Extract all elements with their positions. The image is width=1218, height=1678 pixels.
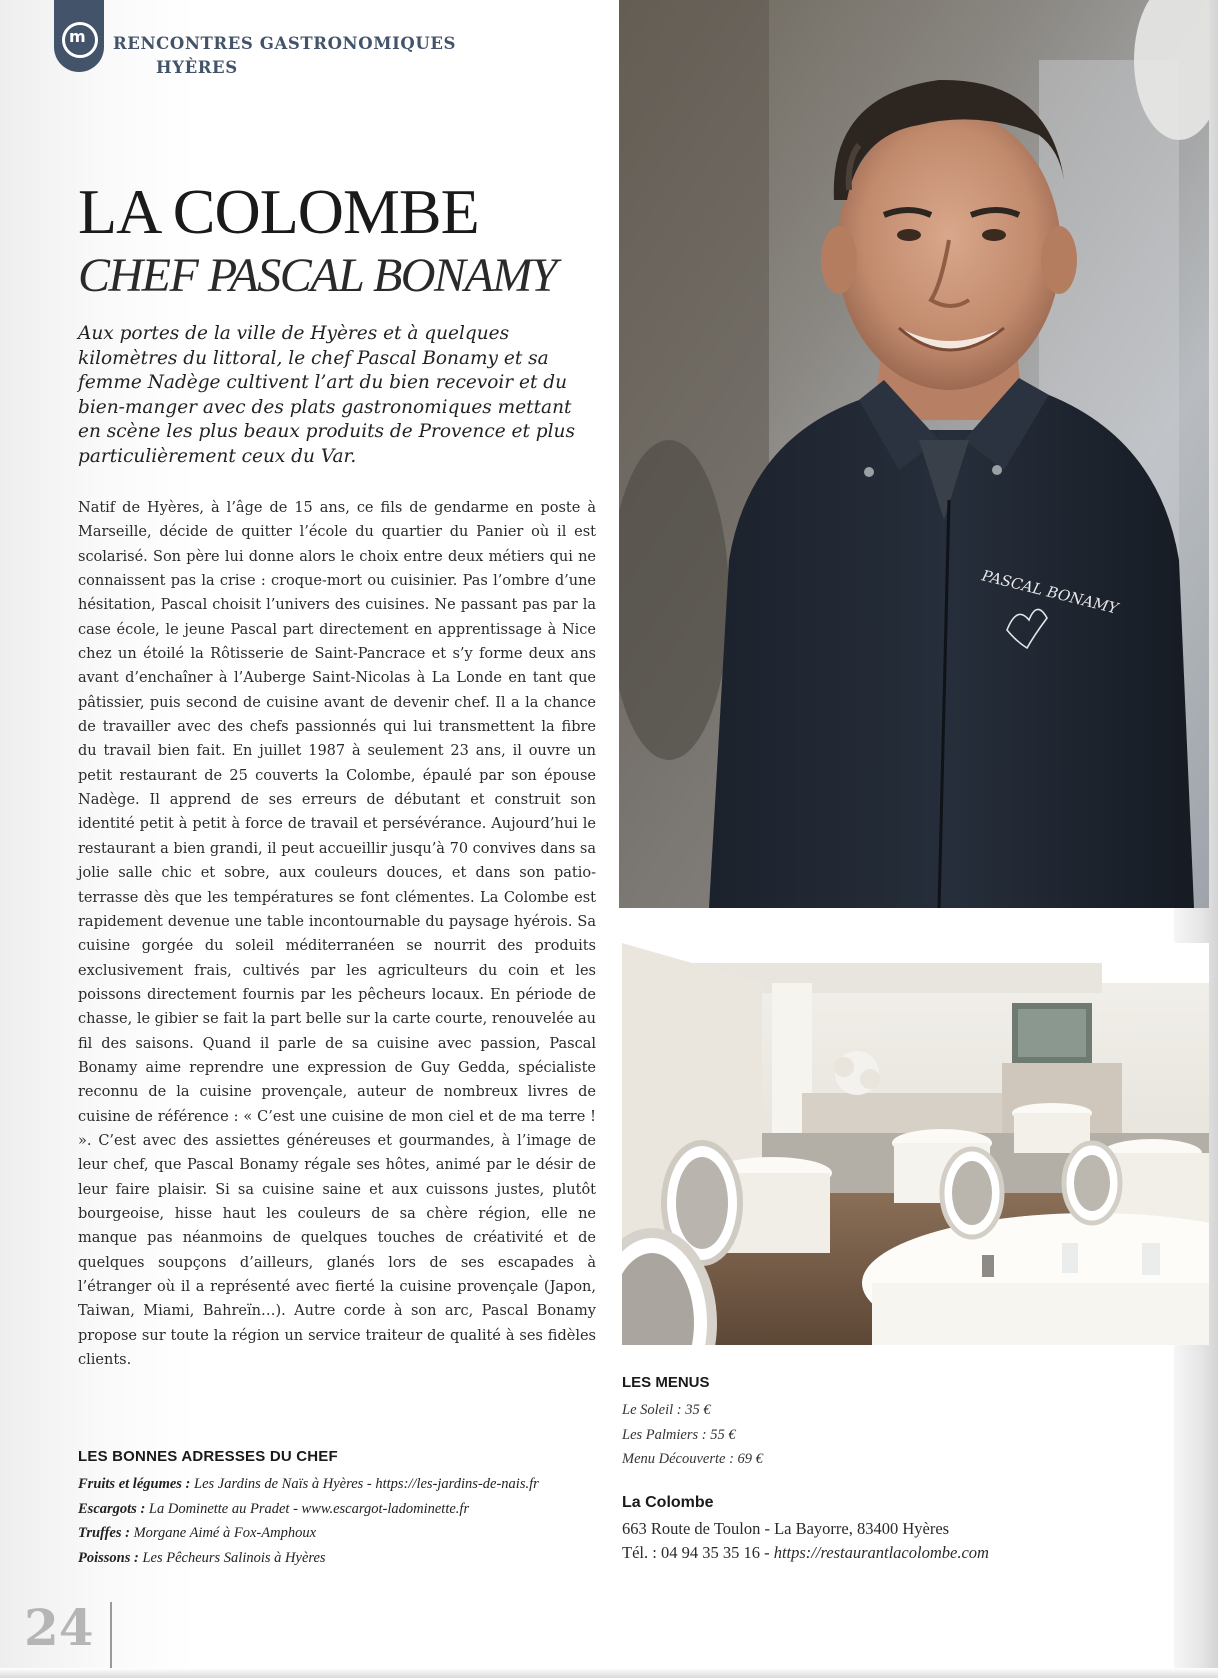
address-item — [78, 1497, 539, 1522]
addresses-heading: LES BONNES ADRESSES DU CHEF — [78, 1448, 338, 1465]
page-bottom-shadow — [0, 1668, 1218, 1678]
restaurant-address: 663 Route de Toulon - La Bayorre, 83400 Hyères — [622, 1519, 950, 1538]
lead-line: kilomètres du littoral, le chef Pascal Bonamy et sa — [78, 347, 549, 369]
article-body: Natif de Hyères, à l’âge de 15 ans, ce fils de gendarme en poste à Marseille, décide de quitter l’école du quartier du Panier où il est scolarisé. Son père lui donne alors le choix entre deux métiers qui ne connaissent pas la crise : croque-mort ou cuisinier. Pas l’ombre d’une hésitation, Pascal choisit l’univers des cuisines. Ne passant pas par la case école, le jeune Pascal part directement en apprentissage à Nice chez un étoilé la Rôtisserie de Saint-Pancrace et s’y forme deux ans avant d’enchaîner à l’Auberge Saint-Nicolas à La Londe en tant que pâtissier, puis second de cuisine avant de devenir chef. Il a la chance de travailler avec des chefs passionnés qui lui transmettent la fibre du travail bien fait. En juillet 1987 à seulement 23 ans, il ouvre un petit restaurant de 25 couverts la Colombe, épaulé par son épouse Nadège. Il apprend de ses erreurs de débutant et construit son identité petit à petit à force de travail et persévérance. Aujourd’hui le restaurant a bien grandi, il peut accueillir jusqu’à 70 convives dans sa jolie salle chic et sobre, aux couleurs douces, et dans son patio-terrasse dès que les températures se font clémentes. La Colombe est rapidement devenue une table incontournable du paysage hyérois. Sa cuisine gorgée du soleil méditerranéen se nourrit des produits exclusivement frais, cultivés par les agriculteurs du coin et les poissons directement fournis par les pêcheurs locaux. En période de chasse, le gibier se fait la part belle sur la carte courte, renouvelée au fil des saisons. Quand il parle de sa cuisine avec passion, Pascal Bonamy aime reprendre une expression de Guy Gedda, spécialiste reconnu de la cuisine provençale, auteur de nombreux livres de cuisine de référence : « C’est une cuisine de mon ciel et de ma terre ! ». C’est avec des assiettes généreuses et gourmandes, à l’image de leur chef, que Pascal Bonamy régale ses hôtes, animé par le désir de leur faire plaisir. Si sa cuisine saine et aux cuissons justes, plutôt bourgeoise, hisse haut les couleurs de sa chère région, elle ne manque pas néanmoins de quelques touches de créativité et de quelques soupçons d’ailleurs, glanés lors de ses escapades à l’étranger où il a représenté avec fierté la cuisine provençale (Japon, Taiwan, Miami, Bahreïn…). Autre corde à son arc, Pascal Bonamy propose sur toute la région un service traiteur de qualité à ses fidèles clients. — [78, 500, 596, 1369]
restaurant-phone: Tél. : 04 94 35 35 16 - — [622, 1543, 774, 1562]
article-subtitle: CHEF PASCAL BONAMY — [78, 249, 556, 302]
addresses-list — [78, 1472, 539, 1570]
page-number-divider — [110, 1602, 112, 1668]
menus-heading: LES MENUS — [622, 1374, 710, 1391]
brand-line-1: RENCONTRES GASTRONOMIQUES — [113, 34, 457, 53]
logo-letter: m — [69, 27, 86, 46]
restaurant-contact — [622, 1543, 989, 1563]
menus-list — [622, 1398, 763, 1472]
menu-item: Le Soleil : 35 € — [622, 1402, 711, 1418]
address-label: Poissons : — [78, 1549, 139, 1566]
menu-item: Les Palmiers : 55 € — [622, 1426, 736, 1443]
address-value: La Dominette au Pradet - www.escargot-ladominette.fr — [145, 1500, 470, 1517]
address-label: Truffes : — [78, 1525, 130, 1541]
lead-line: Aux portes de la ville de Hyères et à quelques — [78, 323, 510, 344]
page-number: 24 — [24, 1598, 94, 1657]
brand-line-2: HYÈRES — [156, 58, 238, 77]
menu-item: Menu Découverte : 69 € — [622, 1451, 763, 1467]
restaurant-name: La Colombe — [622, 1494, 714, 1511]
address-item — [78, 1472, 539, 1497]
lead-line: particulièrement ceux du Var. — [78, 445, 357, 467]
address-item — [78, 1521, 539, 1546]
address-label: Fruits et légumes : — [78, 1476, 191, 1492]
address-value: Les Jardins de Naïs à Hyères - https://les-jardins-de-nais.fr — [190, 1476, 539, 1492]
address-item — [78, 1546, 539, 1571]
restaurant-website-link[interactable]: https://restaurantlacolombe.com — [773, 1543, 989, 1562]
address-value: Les Pêcheurs Salinois à Hyères — [138, 1549, 326, 1566]
shirt-embroidery-text: PASCAL BONAMY — [980, 566, 1120, 618]
lead-line: bien-manger avec des plats gastronomiques mettant — [78, 396, 572, 418]
dining-room-photo — [622, 943, 1209, 1345]
lead-line: en scène les plus beaux produits de Provence et plus — [78, 421, 575, 442]
address-label: Escargots : — [78, 1500, 146, 1517]
article-title: LA COLOMBE — [78, 176, 479, 247]
chef-portrait-photo — [619, 0, 1209, 908]
address-value: Morgane Aimé à Fox-Amphoux — [129, 1525, 317, 1541]
article-lead — [78, 322, 598, 469]
brand-logo-badge — [54, 0, 104, 72]
lead-line: femme Nadège cultivent l’art du bien recevoir et du — [78, 372, 568, 393]
